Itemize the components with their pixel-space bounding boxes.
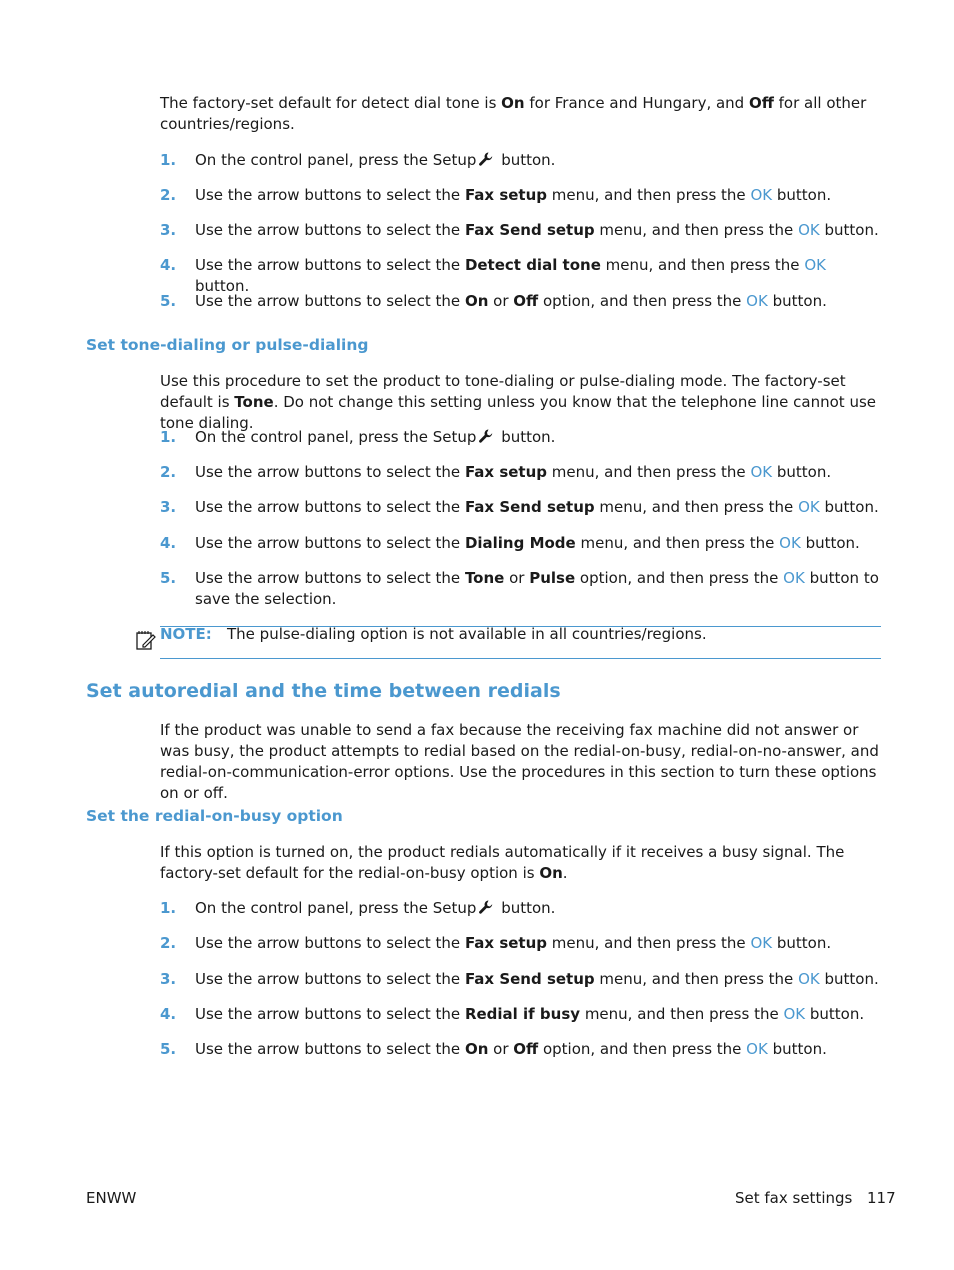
step-text-part: menu, and then press the	[547, 463, 751, 481]
step-number: 5.	[160, 1040, 177, 1058]
step-text-part: menu, and then press the	[580, 1005, 784, 1023]
step-text-part: option, and then press the	[538, 292, 747, 310]
option-name: Tone	[464, 569, 505, 587]
step-text-part: button.	[772, 463, 832, 481]
autoredial-paragraph: If the product was unable to send a fax because the receiving fax machine did not answer or was busy, the product attempts to redial based on the redial-on-busy, redial-on-no-answer, and redial-on-communication-error options. Use the procedures in this section to turn these options on or off.	[160, 721, 879, 802]
heading-redial-busy: Set the redial-on-busy option	[86, 807, 343, 825]
ok-reference: OK	[779, 534, 801, 552]
busy-bold: On	[539, 864, 563, 882]
tone-text-end: . Do not change this setting unless you know that the telephone line cannot use tone dialing.	[160, 393, 876, 432]
step-text	[195, 220, 882, 241]
option-name: On	[464, 1040, 489, 1058]
step-text-part: menu, and then press the	[594, 498, 799, 516]
step-text	[195, 185, 882, 206]
menu-name: Dialing Mode	[464, 534, 576, 552]
ok-reference: OK	[798, 970, 820, 988]
ok-reference: OK	[750, 186, 773, 204]
step-number: 3.	[160, 498, 177, 516]
step-text-part: button.	[772, 186, 832, 204]
step-text-part: menu, and then press the	[547, 186, 751, 204]
step-text-part: button.	[772, 934, 832, 952]
step-text-part: Use the arrow buttons to select the	[195, 569, 465, 587]
heading-autoredial: Set autoredial and the time between redials	[86, 680, 561, 702]
busy-paragraph	[160, 842, 882, 884]
option-name: Off	[513, 292, 539, 310]
note-text: The pulse-dialing option is not available in all countries/regions.	[227, 625, 707, 643]
step-number: 1.	[160, 899, 177, 917]
step-text-part: menu, and then press the	[594, 221, 799, 239]
step-number: 5.	[160, 569, 177, 587]
tone-text: Use this procedure to set the product to tone-dialing or pulse-dialing mode. The factory-set default is	[160, 372, 846, 411]
option-name: Pulse	[529, 569, 576, 587]
step-text-part: button.	[767, 292, 827, 310]
step-text	[195, 462, 882, 483]
step-number: 4.	[160, 1005, 177, 1023]
step-text	[195, 1039, 882, 1060]
ok-reference: OK	[798, 498, 820, 516]
step-text	[195, 568, 882, 610]
footer-section-title: Set fax settings	[735, 1189, 853, 1207]
step-text-part: menu, and then press the	[600, 256, 805, 274]
menu-name: Fax Send setup	[464, 498, 595, 516]
step-text-part: option, and then press the	[538, 1040, 747, 1058]
step-text-part: menu, and then press the	[594, 970, 799, 988]
step-text-part: button.	[805, 1005, 865, 1023]
option-name: On	[464, 292, 489, 310]
intro-text-end: for all other countries/regions.	[160, 94, 867, 133]
footer-doc-code: ENWW	[86, 1189, 137, 1207]
step-text-part: button.	[800, 534, 860, 552]
step-text	[195, 933, 882, 954]
tone-bold: Tone	[234, 393, 274, 411]
step-text-part: Use the arrow buttons to select the	[195, 534, 465, 552]
step-text-part: Use the arrow buttons to select the	[195, 1005, 465, 1023]
menu-name: Fax setup	[464, 463, 548, 481]
intro-bold-on: On	[501, 94, 525, 112]
intro-paragraph	[160, 93, 882, 135]
step-text-part: button to save the selection.	[195, 569, 879, 608]
step-text-part: Use the arrow buttons to select the	[195, 256, 465, 274]
menu-name: Fax setup	[464, 934, 548, 952]
note-label: NOTE:	[160, 625, 212, 643]
step-text-part: On the control panel, press the Setup	[195, 151, 477, 169]
step-text-part: option, and then press the	[575, 569, 784, 587]
wrench-icon	[478, 151, 494, 167]
wrench-icon	[478, 899, 494, 915]
ok-reference: OK	[746, 1040, 768, 1058]
step-number: 2.	[160, 934, 177, 952]
step-number: 1.	[160, 428, 177, 446]
step-text-part: On the control panel, press the Setup	[195, 899, 477, 917]
step-text	[195, 150, 882, 171]
tone-paragraph	[160, 371, 882, 434]
step-text	[195, 427, 882, 448]
step-text-part: button.	[819, 221, 879, 239]
step-text-part: Use the arrow buttons to select the	[195, 292, 465, 310]
step-number: 2.	[160, 463, 177, 481]
step-number: 3.	[160, 221, 177, 239]
step-text-part: Use the arrow buttons to select the	[195, 1040, 465, 1058]
step-number: 4.	[160, 256, 177, 274]
menu-name: Detect dial tone	[464, 256, 601, 274]
busy-text-end: .	[562, 864, 568, 882]
heading-tone-dialing: Set tone-dialing or pulse-dialing	[86, 336, 369, 354]
step-number: 2.	[160, 186, 177, 204]
ok-reference: OK	[750, 934, 773, 952]
step-text-part: Use the arrow buttons to select the	[195, 221, 465, 239]
step-number: 4.	[160, 534, 177, 552]
step-text-part: button.	[496, 428, 556, 446]
footer-page-number: 117	[867, 1189, 896, 1207]
ok-reference: OK	[746, 292, 768, 310]
step-text-part: or	[488, 1040, 514, 1058]
step-text	[195, 969, 882, 990]
step-text-part: button.	[819, 498, 879, 516]
step-text	[195, 1004, 882, 1025]
step-text	[195, 497, 882, 518]
ok-reference: OK	[783, 1005, 806, 1023]
intro-text: The factory-set default for detect dial tone is	[160, 94, 502, 112]
step-text-part: or	[504, 569, 530, 587]
step-text-part: Use the arrow buttons to select the	[195, 498, 465, 516]
step-text-part: Use the arrow buttons to select the	[195, 934, 465, 952]
menu-name: Fax setup	[464, 186, 548, 204]
ok-reference: OK	[783, 569, 805, 587]
wrench-icon	[478, 428, 494, 444]
step-text-part: button.	[767, 1040, 827, 1058]
step-text-part: Use the arrow buttons to select the	[195, 186, 465, 204]
step-text-part: Use the arrow buttons to select the	[195, 970, 465, 988]
step-text	[195, 291, 882, 312]
menu-name: Redial if busy	[464, 1005, 581, 1023]
step-text-part: Use the arrow buttons to select the	[195, 463, 465, 481]
ok-reference: OK	[750, 463, 773, 481]
busy-text: If this option is turned on, the product redials automatically if it receives a busy signal. The factory-set default for the redial-on-busy option is	[160, 843, 845, 882]
step-text-part: button.	[496, 151, 556, 169]
step-text-part: button.	[496, 899, 556, 917]
option-name: Off	[513, 1040, 539, 1058]
menu-name: Fax Send setup	[464, 221, 595, 239]
intro-text-mid: for France and Hungary, and	[524, 94, 749, 112]
step-text-part: button.	[819, 970, 879, 988]
step-text-part: menu, and then press the	[547, 934, 751, 952]
step-text-part: menu, and then press the	[575, 534, 780, 552]
note-icon	[134, 628, 158, 652]
step-text	[195, 898, 882, 919]
ok-reference: OK	[804, 256, 826, 274]
step-number: 3.	[160, 970, 177, 988]
step-text-part: or	[488, 292, 514, 310]
step-text-part: On the control panel, press the Setup	[195, 428, 477, 446]
step-text	[195, 533, 882, 554]
step-text-part: button.	[195, 277, 250, 295]
menu-name: Fax Send setup	[464, 970, 595, 988]
note-bottom-rule	[160, 658, 881, 659]
intro-bold-off: Off	[748, 94, 774, 112]
step-number: 1.	[160, 151, 177, 169]
ok-reference: OK	[798, 221, 820, 239]
step-number: 5.	[160, 292, 177, 310]
